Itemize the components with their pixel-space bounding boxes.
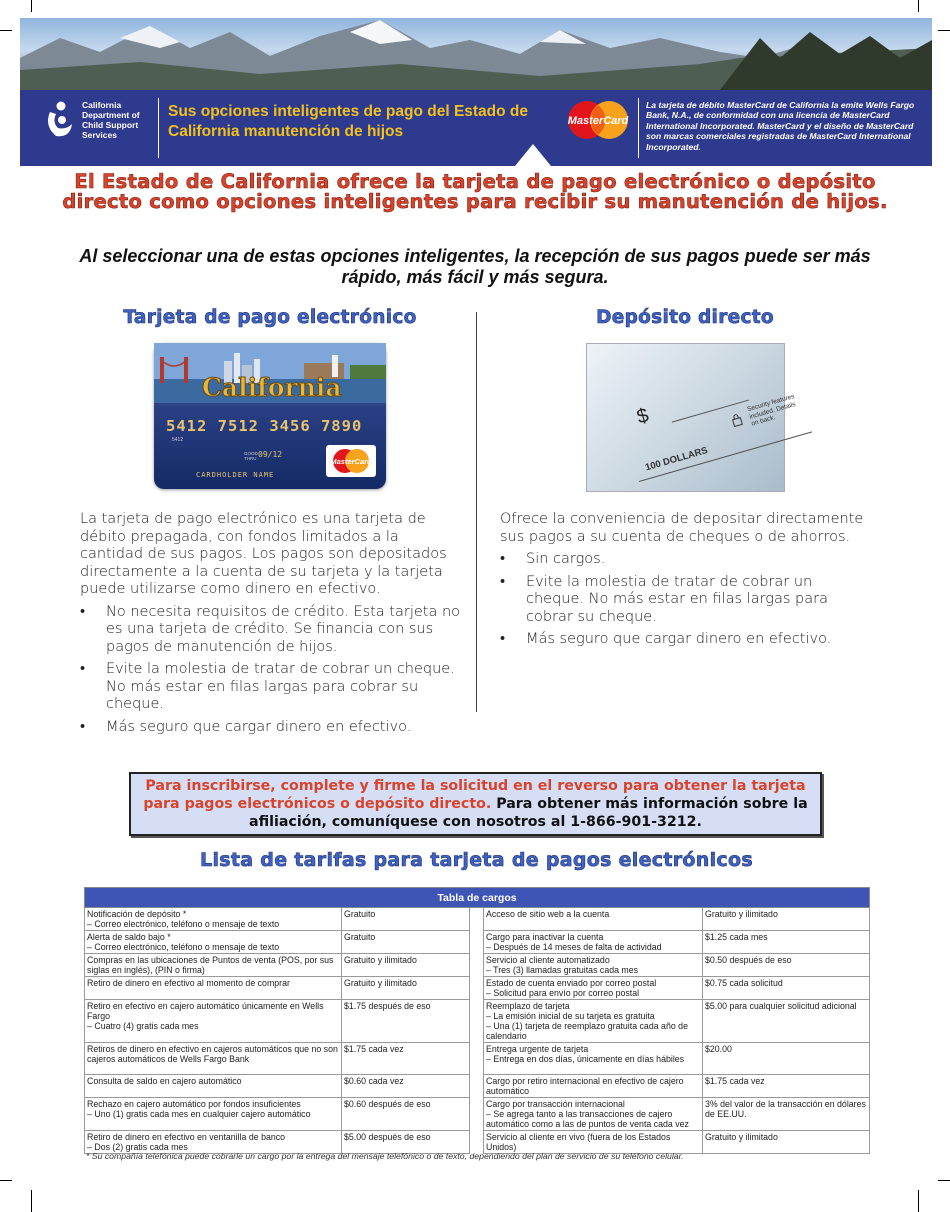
- fee-item: Cargo por transacción internacional – Se agrega tanto a las transacciones de cajero automático como a las de puntos de venta cada vez: [484, 1098, 703, 1131]
- list-item: • Sin cargos.: [500, 551, 870, 569]
- fee-value: Gratuito y ilimitado: [703, 1131, 870, 1154]
- fee-item: Retiro en efectivo en cajero automático únicamente en Wells Fargo – Cuatro (4) gratis cada mes: [85, 1000, 342, 1043]
- table-gap: [470, 1075, 484, 1098]
- list-item: • Evite la molestia de tratar de cobrar un cheque. No más estar en filas largas para cobrar su cheque.: [80, 661, 462, 714]
- fee-value: $20.00: [703, 1043, 870, 1075]
- check-image: [586, 343, 797, 492]
- sub-headline: Al seleccionar una de estas opciones inteligentes, la recepción de sus pagos puede ser más rápido, más fácil y más segura.: [79, 246, 871, 287]
- fee-item: Rechazo en cajero automático por fondos insuficientes – Uno (1) gratis cada mes en cualquier cajero automático: [85, 1098, 342, 1131]
- card-number-short: 5412: [172, 437, 184, 443]
- fee-value: $0.50 después de eso: [703, 954, 870, 977]
- main-headline: El Estado de California ofrece la tarjeta de pago electrónico o depósito directo como opciones inteligentes para recibir su manutención de hijos.: [62, 170, 888, 213]
- card-expiry: 09/12: [258, 450, 283, 459]
- card-intro: La tarjeta de pago electrónico es una tarjeta de débito prepagada, con fondos limitados a la cantidad de sus pagos. Los pagos son depositados directamente a la cuenta de su tarjeta y la tarjeta puede utilizarse como dinero en efectivo.: [80, 511, 447, 597]
- table-row: [85, 1043, 870, 1075]
- card-description: [80, 511, 462, 736]
- mountain-photo: [20, 18, 932, 90]
- list-item: • Evite la molestia de tratar de cobrar un cheque. No más estar en filas largas para cobrar su cheque.: [500, 574, 870, 627]
- card-brand: California: [202, 373, 342, 402]
- table-row: [85, 977, 870, 1000]
- svg-text:MasterCard: MasterCard: [330, 457, 372, 466]
- enrollment-box: [129, 772, 822, 836]
- header-banner: [20, 18, 932, 166]
- fee-item: Retiros de dinero en efectivo en cajeros automáticos que no son cajeros automáticos de Wells Fargo Bank: [85, 1043, 342, 1075]
- deposit-description: [500, 511, 870, 649]
- fee-schedule-heading: Lista de tarifas para tarjeta de pagos electrónicos: [200, 849, 753, 871]
- table-gap: [470, 1098, 484, 1131]
- fee-item: Cargo para inactivar la cuenta – Después de 14 meses de falta de actividad: [484, 931, 703, 954]
- card-number: 5412 7512 3456 7890: [166, 417, 363, 435]
- fee-value: $0.75 cada solicitud: [703, 977, 870, 1000]
- card-mastercard-icon: [326, 445, 376, 477]
- enrollment-contact: Para obtener más información sobre la afiliación, comuníquese con nosotros al 1-866-901-3212.: [249, 796, 808, 830]
- mastercard-logo-icon: [565, 100, 631, 140]
- check-dollar: $: [634, 404, 652, 429]
- fee-item: Retiro de dinero en efectivo en ventanilla de banco – Dos (2) gratis cada mes: [85, 1131, 342, 1154]
- agency-name: California Department of Child Support Services: [82, 100, 140, 140]
- fee-value: Gratuito y ilimitado: [342, 954, 470, 977]
- lock-icon: [730, 412, 743, 426]
- fee-item: Acceso de sitio web a la cuenta: [484, 908, 703, 931]
- table-gap: [470, 954, 484, 977]
- deposit-section-heading: Depósito directo: [596, 307, 774, 328]
- fee-value: Gratuito y ilimitado: [703, 908, 870, 931]
- debit-card-image: [154, 343, 386, 489]
- banner-divider-2: [638, 98, 639, 158]
- card-section-heading: Tarjeta de pago electrónico: [123, 307, 417, 328]
- fee-value: $1.75 después de eso: [342, 1000, 470, 1043]
- footnote: * Su compañía telefónica puede cobrarle un cargo por la entrega del mensaje telefónico o de texto, dependiendo del plan de servicio de su teléfono celular.: [86, 1151, 684, 1161]
- check-security-note: Security features included. Details on back.: [746, 392, 797, 428]
- fee-value: $1.75 cada vez: [342, 1043, 470, 1075]
- fee-item: Servicio al cliente automatizado – Tres (3) llamadas gratuitas cada mes: [484, 954, 703, 977]
- deposit-intro: Ofrece la conveniencia de depositar directamente sus pagos a su cuenta de cheques o de ahorros.: [500, 511, 864, 545]
- banner-divider: [158, 98, 159, 158]
- deposit-benefits-list: [500, 551, 870, 649]
- good-thru-label: GOOD THRU: [244, 451, 258, 461]
- fee-item: Cargo por retiro internacional en efectivo de cajero automático: [484, 1075, 703, 1098]
- fee-value: Gratuito y ilimitado: [342, 977, 470, 1000]
- fee-item: Estado de cuenta enviado por correo postal – Solicitud para envío por correo postal: [484, 977, 703, 1000]
- list-item: • Más seguro que cargar dinero en efectivo.: [500, 631, 870, 649]
- table-gap: [470, 1043, 484, 1075]
- list-item: • No necesita requisitos de crédito. Esta tarjeta no es una tarjeta de crédito. Se financia con sus pagos de manutención de hijos.: [80, 604, 462, 657]
- fee-item: Reemplazo de tarjeta – La emisión inicial de su tarjeta es gratuita – Una (1) tarjeta de reemplazo gratuita cada año de calendario: [484, 1000, 703, 1043]
- table-row: [85, 908, 870, 931]
- title-bar: [20, 90, 932, 166]
- table-gap: [470, 1000, 484, 1043]
- card-benefits-list: [80, 604, 462, 737]
- fee-item: Compras en las ubicaciones de Puntos de venta (POS, por sus siglas en inglés), (PIN o firma): [85, 954, 342, 977]
- table-row: [85, 931, 870, 954]
- fee-table-title: Tabla de cargos: [85, 888, 870, 908]
- table-gap: [470, 977, 484, 1000]
- fee-item: Alerta de saldo bajo * – Correo electrónico, teléfono o mensaje de texto: [85, 931, 342, 954]
- table-row: [85, 1075, 870, 1098]
- fee-item: Consulta de saldo en cajero automático: [85, 1075, 342, 1098]
- fee-value: $0.60 después de eso: [342, 1098, 470, 1131]
- banner-title: Sus opciones inteligentes de pago del Estado de California manutención de hijos: [168, 103, 529, 140]
- table-gap: [470, 908, 484, 931]
- dcss-logo-icon: [44, 100, 74, 140]
- fee-value: Gratuito: [342, 931, 470, 954]
- fee-value: $5.00 después de eso: [342, 1131, 470, 1154]
- svg-text:MasterCard: MasterCard: [567, 115, 629, 127]
- fee-table: [84, 887, 870, 1154]
- table-gap: [470, 931, 484, 954]
- agency-logo: [44, 100, 162, 140]
- legal-notice: La tarjeta de débito MasterCard de California la emite Wells Fargo Bank, N.A., de conformidad con una licencia de MasterCard International Incorporated. MasterCard y el diseño de MasterCard son marcas comerciales registradas de MasterCard International Incorporated.: [646, 100, 915, 152]
- fee-item: Notificación de depósito * – Correo electrónico, teléfono o mensaje de texto: [85, 908, 342, 931]
- fee-value: $1.25 cada mes: [703, 931, 870, 954]
- list-item: • Más seguro que cargar dinero en efectivo.: [80, 719, 462, 737]
- fee-value: $5.00 para cualquier solicitud adicional: [703, 1000, 870, 1043]
- table-row: [85, 1098, 870, 1131]
- card-holder: CARDHOLDER NAME: [196, 471, 275, 479]
- check-amount: 100 DOLLARS: [644, 445, 710, 474]
- enrollment-instructions: Para inscribirse, complete y firme la solicitud en el reverso para obtener la tarjeta para pagos electrónicos o depósito directo.: [143, 778, 806, 812]
- fee-value: $1.75 cada vez: [703, 1075, 870, 1098]
- fee-item: Entrega urgente de tarjeta – Entrega en dos días, únicamente en días hábiles: [484, 1043, 703, 1075]
- column-divider: [476, 312, 477, 712]
- fee-item: Servicio al cliente en vivo (fuera de los Estados Unidos): [484, 1131, 703, 1154]
- fee-item: Retiro de dinero en efectivo al momento de comprar: [85, 977, 342, 1000]
- fee-value: 3% del valor de la transacción en dólares de EE.UU.: [703, 1098, 870, 1131]
- fee-value: Gratuito: [342, 908, 470, 931]
- table-row: [85, 1000, 870, 1043]
- fee-value: $0.60 cada vez: [342, 1075, 470, 1098]
- banner-notch: [515, 144, 551, 166]
- table-row: [85, 954, 870, 977]
